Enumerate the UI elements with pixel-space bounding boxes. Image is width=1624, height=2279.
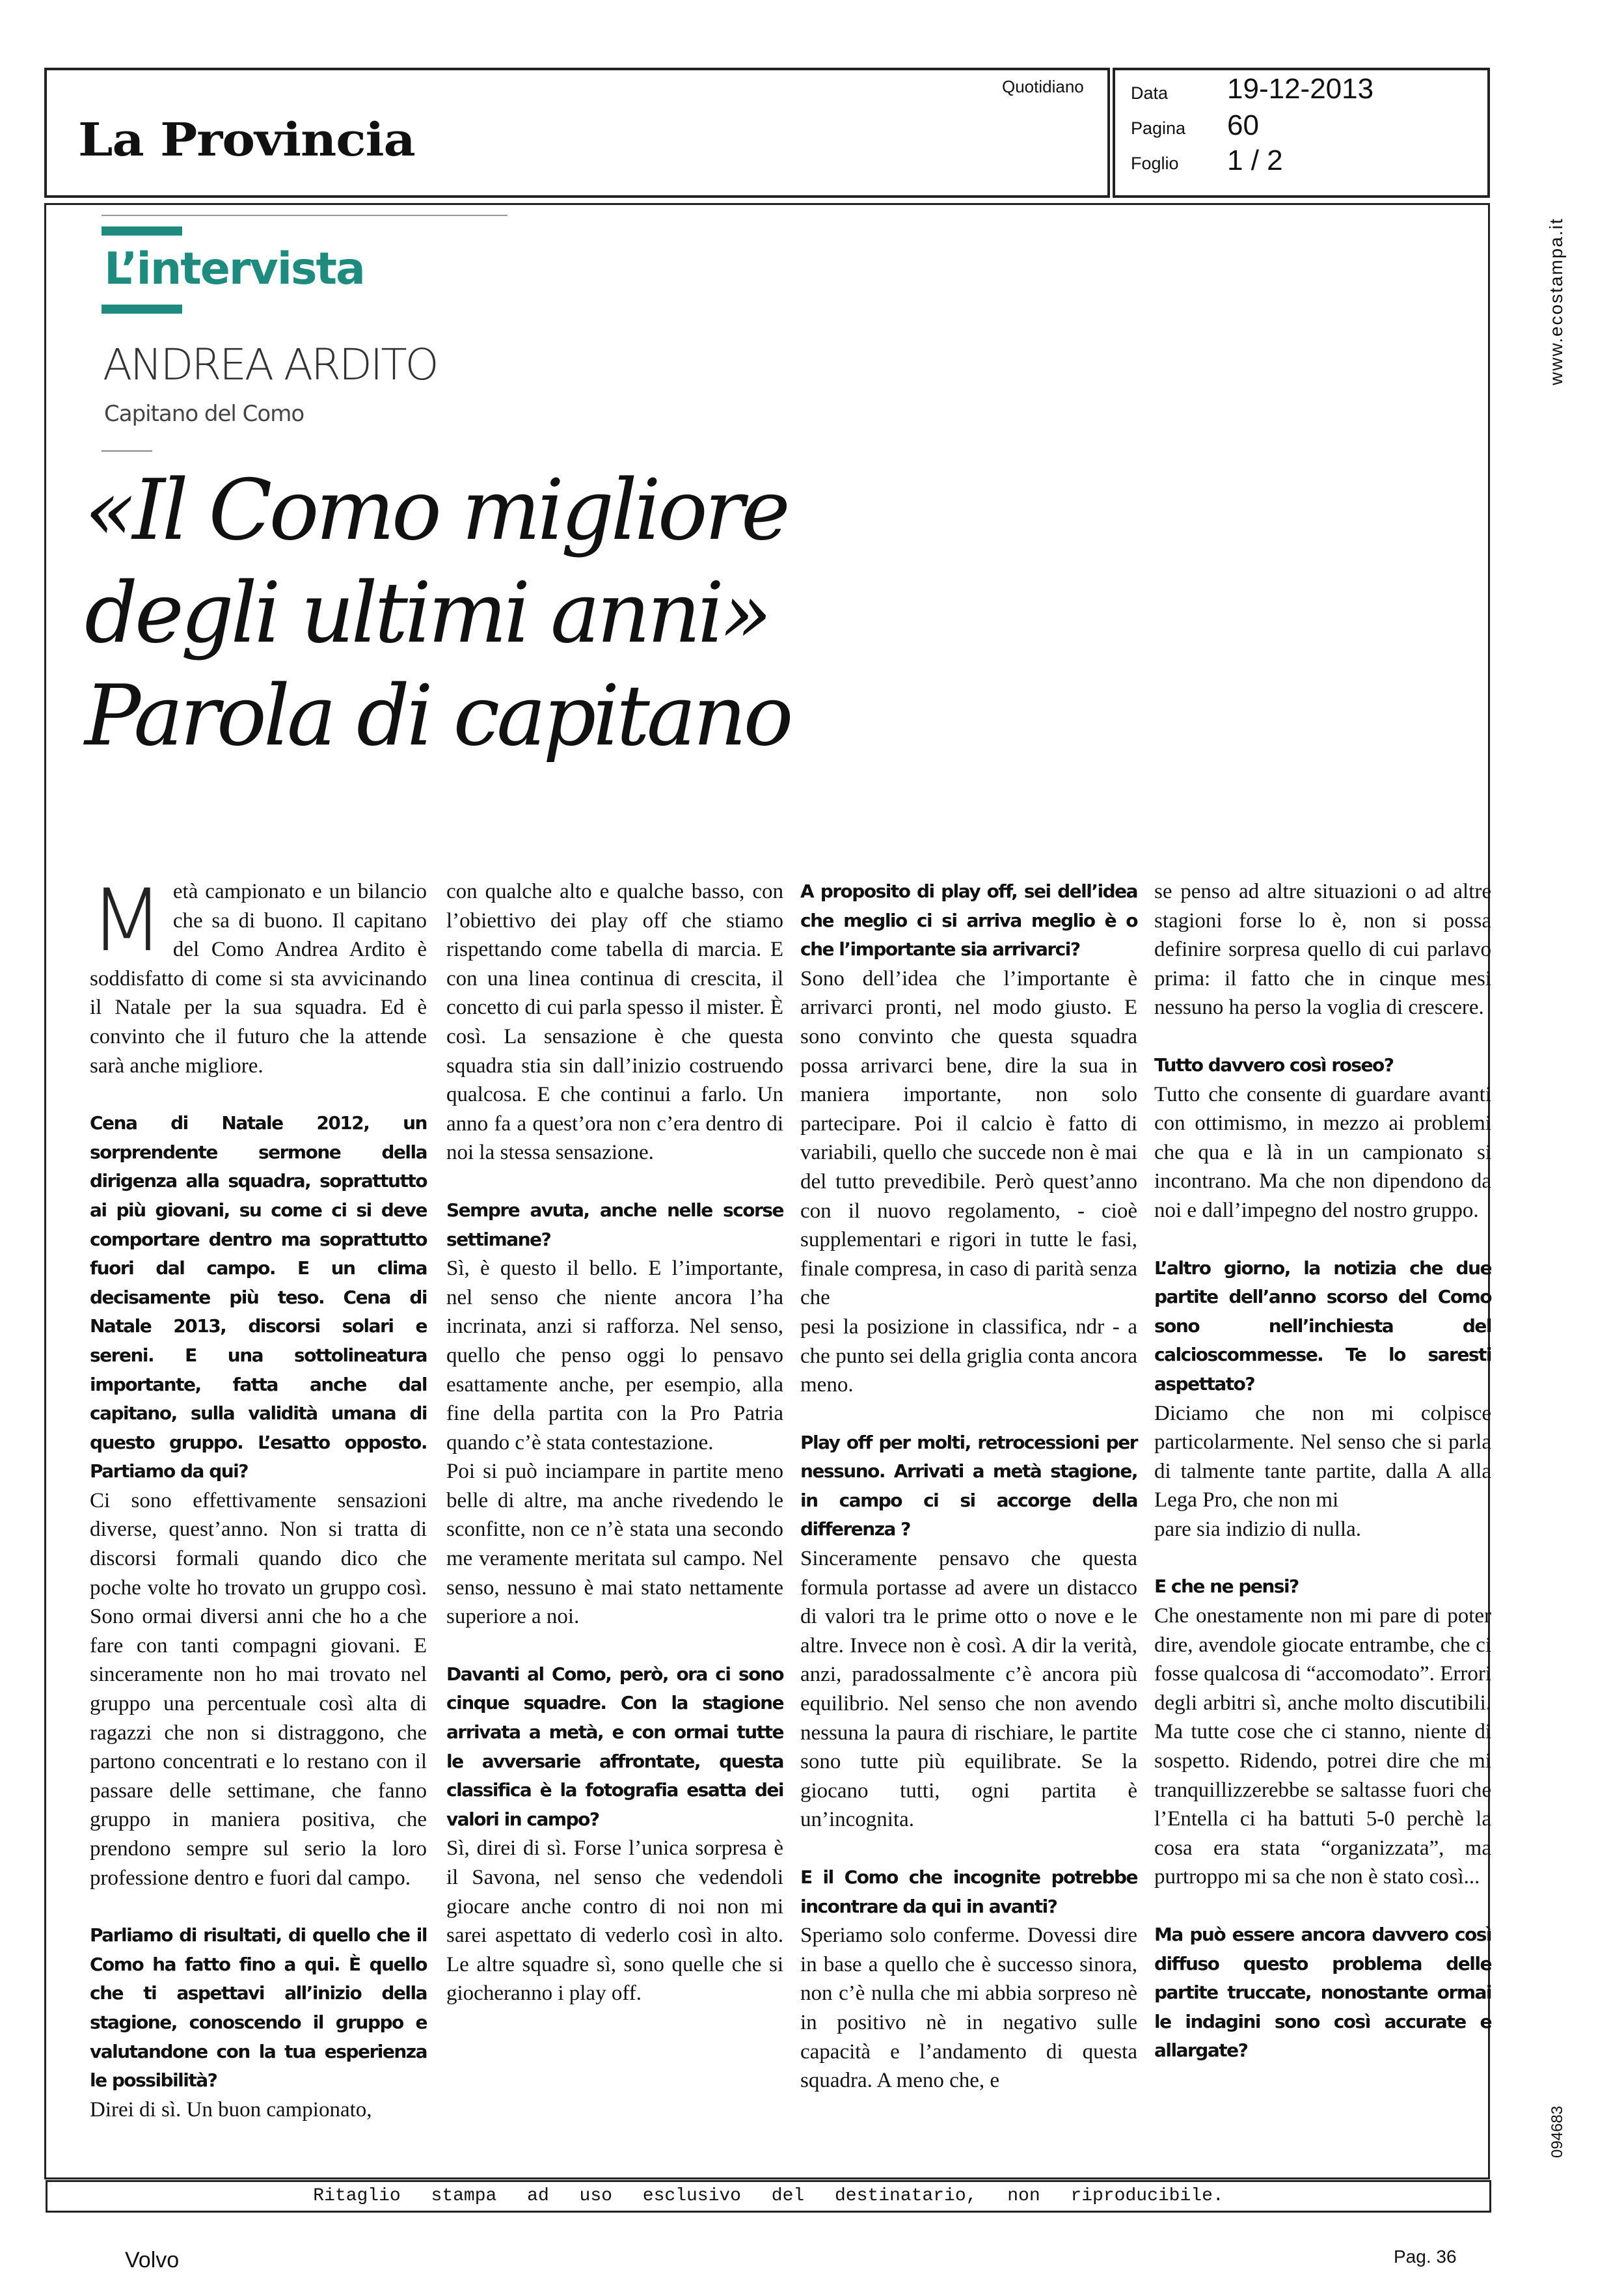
kicker-bar-bottom: [102, 305, 182, 314]
interview-question: Tutto davvero così roseo?: [1154, 1054, 1394, 1076]
interview-answer: Sono dell’idea che l’importante è arrivarci pronti, nel modo giusto. E sono convinto che questa squadra possa arrivarci bene, dire la sua in maniera importante, non solo partecipare. Poi il calcio è fatto di variabili, quello che succede non è mai del tutto prevedibile. Però quest’anno con il nuovo regolamento, - cioè supplementari e rigori in tutte le fasi, finale compresa, in caso di parità senza che: [800, 966, 1137, 1310]
interviewee-name: ANDREA ARDITO: [103, 340, 437, 390]
interview-answer: pare sia indizio di nulla.: [1154, 1517, 1361, 1541]
article-column-2: [446, 877, 783, 2008]
article-column-1: [90, 871, 427, 2124]
headline-line: degli ultimi anni»: [85, 565, 769, 662]
interview-question: A proposito di play off, sei dell’idea che meglio ci si arriva meglio è o che l’importante sia arrivarci?: [800, 880, 1137, 961]
headline: [85, 459, 1061, 768]
interview-answer: con qualche alto e qualche basso, con l’obiettivo dei play off che stiamo rispettando come tabella di marcia. E con una linea continua di crescita, il concetto di cui parla spesso il mister. È così. La sensazione è che questa squadra stia sin dall’inizio costruendo qualcosa. E che continui a farlo. Un anno fa a quest’ora non c’era dentro di noi la stessa sensazione.: [446, 880, 783, 1165]
interview-question: Ma può essere ancora davvero così diffuso questo problema delle partite truccate, nonostante ormai le indagini sono così accurate e allargate?: [1154, 1924, 1491, 2062]
interview-question: Davanti al Como, però, ora ci sono cinque squadre. Con la stagione arrivata a metà, e con ormai tutte le avversarie affrontate, questa classifica è la fotografia esatta dei valori in campo?: [446, 1663, 783, 1830]
kicker-bar-top: [102, 226, 182, 236]
date-label: Data: [1131, 83, 1169, 103]
page-label: Pagina: [1131, 118, 1186, 138]
headline-line: «Il Como migliore: [85, 462, 787, 559]
interview-answer: Che onestamente non mi pare di poter dire, avendole giocate entrambe, che ci fosse qualcosa di “accomodato”. Errori degli arbitri sì, anche molto discutibili. Ma tutte cose che ci stanno, niente di sospetto. Ridendo, potrei dire che mi tranquillizzerebbe se saltasse fuori che l’Entella ci ha battuti 5-0 perchè la cosa era stata “organizzata”, ma purtroppo mi sa che non è stato così...: [1154, 1604, 1491, 1889]
footer-client: Volvo: [125, 2248, 180, 2272]
article-column-4: [1154, 877, 1491, 2066]
interview-answer: Sinceramente pensavo che questa formula portasse ad avere un distacco di valori tra le prime otto o nove e le altre. Invece non è così. A dir la verità, anzi, paradossalmente c’è ancora più equilibrio. Nel senso che non avendo nessuna la paura di rischiare, le partite sono tutte più equilibrate. Se la giocano tutti, ogni partita è un’incognita.: [800, 1547, 1137, 1832]
publication-type: Quotidiano: [1002, 77, 1084, 96]
interview-answer: pesi la posizione in classifica, ndr - a che punto sei della griglia conta ancora meno.: [800, 1315, 1137, 1397]
role-rule: [102, 450, 152, 452]
website-vertical: www.ecostampa.it: [1546, 217, 1566, 385]
interview-answer: Speriamo solo conferme. Dovessi dire in base a quello che è successo sinora, non c’è nulla che mi abbia sorpreso nè in positivo nè in negativo sulle capacità e l’andamento di questa squadra. A meno che, e: [800, 1924, 1137, 2093]
interview-answer: Ci sono effettivamente sensazioni diverse, quest’anno. Non si tratta di discorsi formali quando dico che poche volte ho trovato un gruppo così. Sono ormai diversi anni che ho a che fare con tanti compagni giovani. E sinceramente non ho mai trovato nel gruppo una percentuale così alta di ragazzi che non si distraggono, che partono concentrati e lo restano con il passare delle settimane, che fanno gruppo in maniera positiva, che prendono sempre sul serio la loro professione dentro e fuori dal campo.: [90, 1488, 427, 1890]
interview-answer: Poi si può inciampare in partite meno belle di altre, ma anche rivedendo le sconfitte, non ce n’è stata una secondo me veramente meritata sul campo. Nel senso, nessuno è mai stato nettamente superiore a noi.: [446, 1460, 783, 1629]
interview-question: Sempre avuta, anche nelle scorse settimane?: [446, 1199, 783, 1250]
interview-question: L’altro giorno, la notizia che due partite dell’anno scorso del Como sono nell’inchiesta del calcioscommesse. Te lo saresti aspettato?: [1154, 1257, 1491, 1395]
page-value: 60: [1227, 109, 1259, 141]
interview-answer: [90, 871, 427, 1080]
sheet-label: Foglio: [1131, 154, 1179, 173]
interviewee-role: Capitano del Como: [104, 401, 304, 427]
date-value: 19-12-2013: [1227, 73, 1374, 105]
footer-page: Pag. 36: [1394, 2246, 1457, 2267]
sheet-value: 1 / 2: [1227, 144, 1283, 176]
kicker-rule: [102, 215, 508, 216]
interview-question: E che ne pensi?: [1154, 1576, 1299, 1598]
interview-question: Cena di Natale 2012, un sorprendente sermone della dirigenza alla squadra, soprattutto ai più giovani, su come ci si deve comportare dentro ma soprattutto fuori dal campo. E un clima decisamente più teso. Cena di Natale 2013, discorsi solari e sereni. E una sottolineatura importante, fatta anche dal capitano, sulla validità umana di questo gruppo. L’esatto opposto. Partiamo da qui?: [90, 1112, 427, 1482]
interview-question: E il Como che incognite potrebbe incontrare da qui in avanti?: [800, 1866, 1137, 1917]
section-kicker: L’intervista: [104, 243, 364, 295]
headline-line: Parola di capitano: [85, 668, 791, 765]
interview-question: Parliamo di risultati, di quello che il Como ha fatto fino a qui. È quello che ti aspettavi all’inizio della stagione, conoscendo il gruppo e valutandone con la tua esperienza le possibilità?: [90, 1924, 427, 2092]
interview-answer: Diciamo che non mi colpisce particolarmente. Nel senso che si parla di talmente tante partite, dalla A alla Lega Pro, che non mi: [1154, 1401, 1491, 1512]
clipping-code: 094683: [1549, 2105, 1566, 2158]
lead-text: età campionato e un bilancio che sa di buono. Il capitano del Como Andrea Ardito è soddisfatto di come si sta avvicinando il Natale per la sua squadra. Ed è convinto che il futuro che la attende sarà anche migliore.: [90, 880, 427, 1078]
interview-answer: Sì, direi di sì. Forse l’unica sorpresa è il Savona, nel senso che vedendoli giocare anche contro di noi non mi sarei aspettato di vederlo così in alto. Le altre squadre sì, sono quelle che si giocheranno i play off.: [446, 1836, 783, 2006]
article-column-3: [800, 877, 1137, 2095]
interview-answer: se penso ad altre situazioni o ad altre stagioni forse lo è, non si possa definire sorpresa quello di cui parlavo prima: il fatto che in cinque mesi nessuno ha perso la voglia di crescere.: [1154, 880, 1491, 1020]
newspaper-logo: La Provincia: [78, 113, 415, 167]
disclaimer: Ritaglio stampa ad uso esclusivo del destinatario, non riproducibile.: [46, 2180, 1491, 2213]
drop-cap: M: [90, 871, 164, 971]
interview-answer: Sì, è questo il bello. E l’importante, nel senso che niente ancora l’ha incrinata, anzi si rafforza. Nel senso, quello che penso oggi lo pensavo esattamente anche, per esempio, alla fine della partita con la Pro Patria quando c’è stata contestazione.: [446, 1257, 783, 1454]
interview-question: Play off per molti, retrocessioni per nessuno. Arrivati a metà stagione, in campo ci si accorge della differenza ?: [800, 1431, 1137, 1540]
interview-answer: Direi di sì. Un buon campionato,: [90, 2097, 372, 2122]
interview-answer: Tutto che consente di guardare avanti con ottimismo, in mezzo ai problemi che qua e là in un campionato si incontrano. Ma che non dipendono da noi e dall’impegno del nostro gruppo.: [1154, 1082, 1491, 1222]
